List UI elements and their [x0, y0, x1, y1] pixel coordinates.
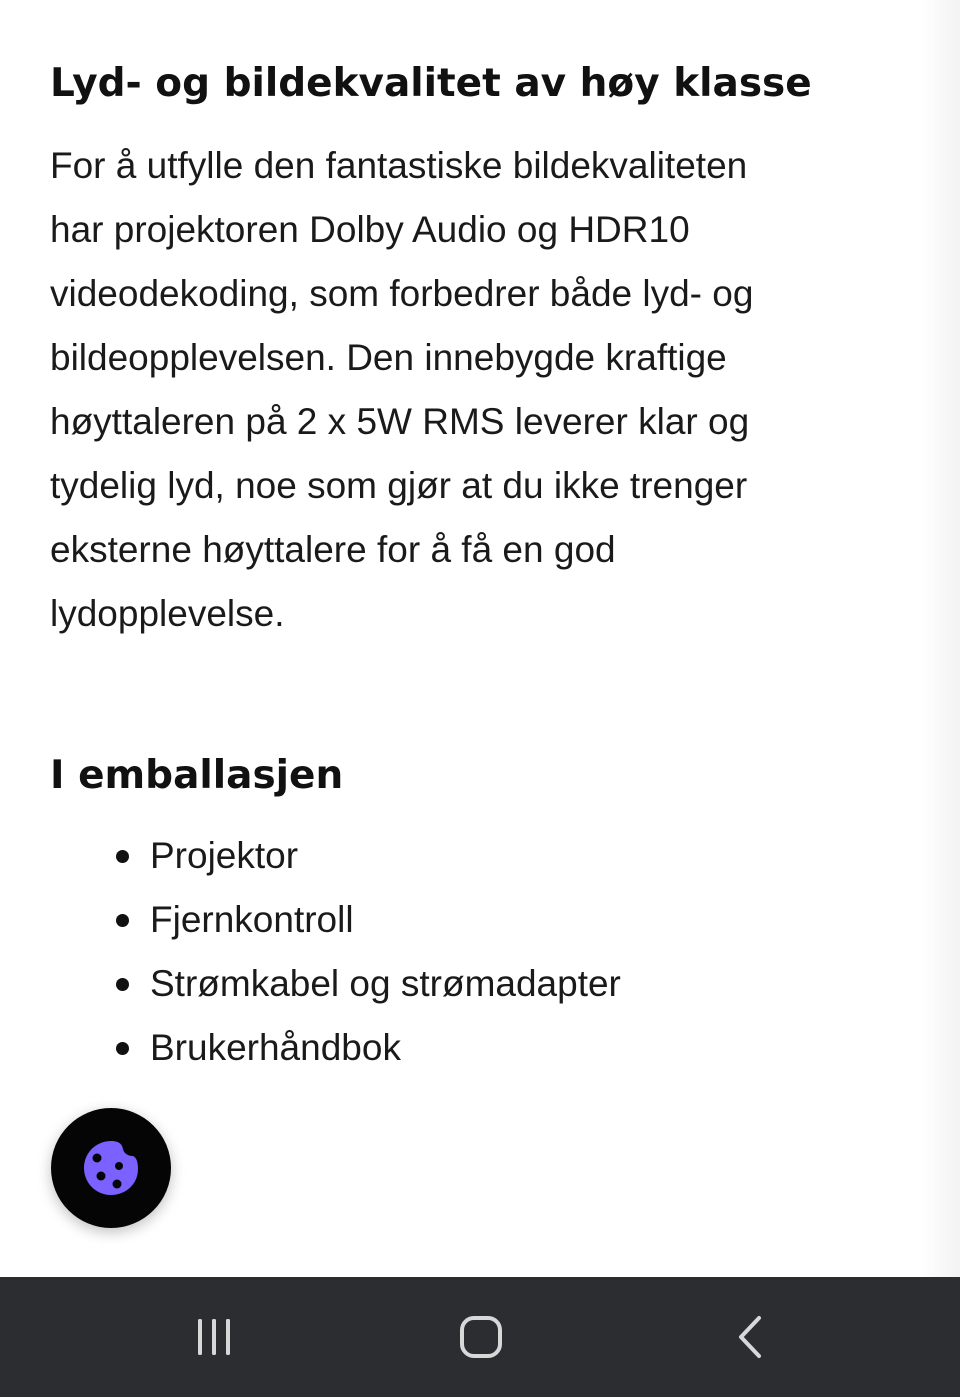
bullet-icon — [116, 850, 129, 863]
cookie-icon — [81, 1138, 141, 1198]
paragraph-line: eksterne høyttalere for å få en god — [50, 529, 616, 570]
paragraph-line: For å utfylle den fantastiske bildekvaliteten — [50, 145, 748, 186]
list-item — [150, 952, 621, 1016]
home-button[interactable] — [441, 1307, 521, 1367]
list-item-label: Strømkabel og strømadapter — [150, 963, 621, 1004]
recents-button[interactable] — [174, 1307, 254, 1367]
paragraph-line: tydelig lyd, noe som gjør at du ikke trenger — [50, 465, 748, 506]
packaging-list — [150, 824, 621, 1080]
paragraph-line: videodekoding, som forbedrer både lyd- og — [50, 273, 754, 314]
list-item-label: Fjernkontroll — [150, 899, 354, 940]
list-item — [150, 888, 621, 952]
bullet-icon — [116, 978, 129, 991]
page-edge-shade — [920, 0, 960, 1277]
list-item — [150, 824, 621, 888]
paragraph-line: lydopplevelse. — [50, 593, 285, 634]
bullet-icon — [116, 914, 129, 927]
home-icon — [459, 1315, 503, 1359]
back-button[interactable] — [711, 1307, 791, 1367]
recents-icon — [192, 1315, 236, 1359]
paragraph-line: bildeopplevelsen. Den innebygde kraftige — [50, 337, 727, 378]
list-item-label: Brukerhåndbok — [150, 1027, 401, 1068]
section-heading-packaging: I emballasjen — [50, 753, 344, 798]
android-nav-bar — [0, 1277, 960, 1397]
list-item — [150, 1016, 621, 1080]
cookie-settings-button[interactable] — [51, 1108, 171, 1228]
bullet-icon — [116, 1042, 129, 1055]
quality-paragraph — [50, 134, 850, 646]
paragraph-line: høyttaleren på 2 x 5W RMS leverer klar og — [50, 401, 750, 442]
list-item-label: Projektor — [150, 835, 299, 876]
back-icon — [729, 1315, 773, 1359]
section-heading-quality: Lyd- og bildekvalitet av høy klasse — [50, 61, 812, 106]
paragraph-line: har projektoren Dolby Audio og HDR10 — [50, 209, 690, 250]
